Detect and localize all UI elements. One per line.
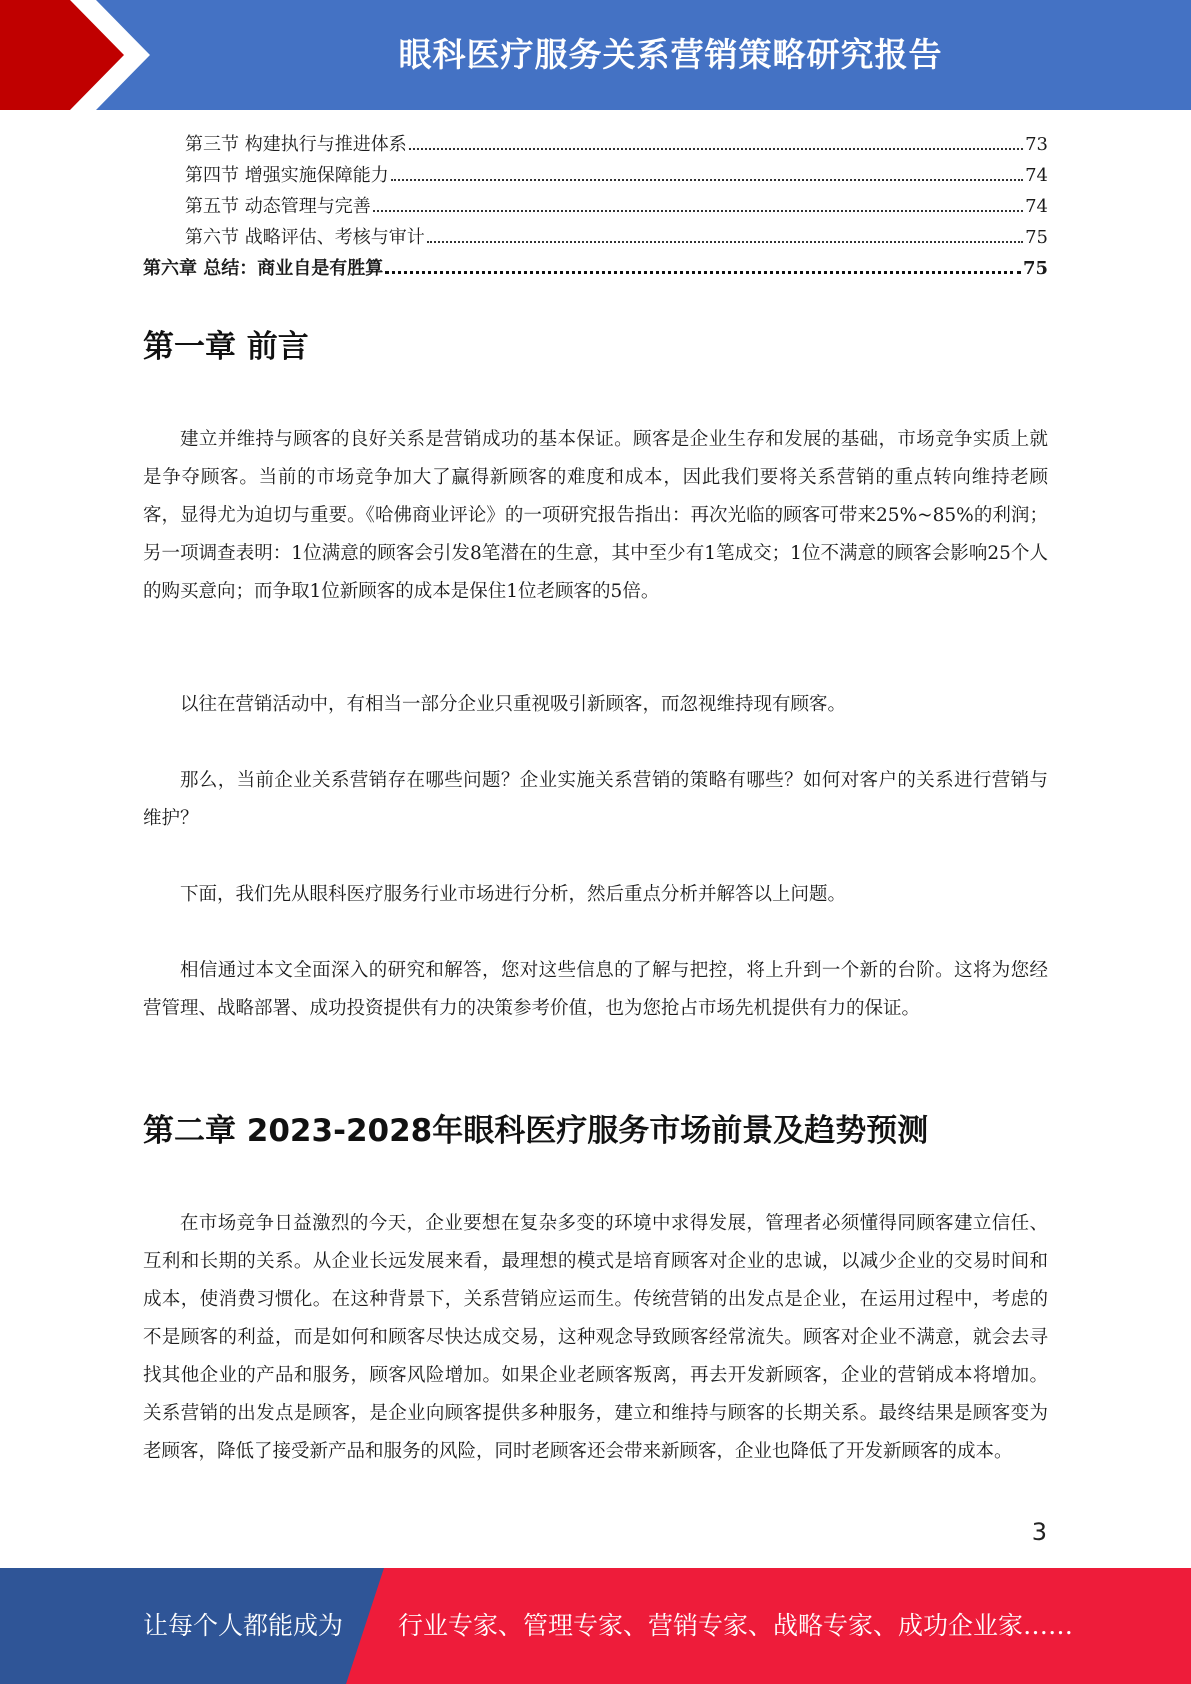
report-title: 眼科医疗服务关系营销策略研究报告 bbox=[398, 35, 943, 74]
paragraph: 建立并维持与顾客的良好关系是营销成功的基本保证。顾客是企业生存和发展的基础，市场竞争实质上就是争夺顾客。当前的市场竞争加大了赢得新顾客的难度和成本，因此我们要将关系营销的重点转向维持老顾客，显得尤为迫切与重要。《哈佛商业评论》的一项研究报告指出：再次光临的顾客可带来25%~85%的利润；另一项调查表明：1位满意的顾客会引发8笔潜在的生意，其中至少有1笔成交；1位不满意的顾客会影响25个人的购买意向；而争取1位新顾客的成本是保住1位老顾客的5倍。 bbox=[143, 429, 1048, 602]
toc-entry[interactable] bbox=[143, 130, 1048, 161]
chapter-1-body bbox=[143, 421, 1048, 611]
toc-entry-page: 75 bbox=[1025, 227, 1048, 248]
toc-entry-page: 74 bbox=[1025, 196, 1048, 217]
toc-leader-dots bbox=[373, 210, 1023, 212]
toc-entry-page: 75 bbox=[1022, 258, 1048, 279]
toc-entry[interactable] bbox=[143, 192, 1048, 223]
toc-entry-chapter[interactable] bbox=[143, 254, 1048, 285]
toc-entry-label: 第五节 动态管理与完善 bbox=[185, 196, 371, 217]
toc-leader-dots bbox=[427, 241, 1023, 243]
chapter-heading-2: 第二章 2023-2028年眼科医疗服务市场前景及趋势预测 bbox=[143, 1113, 929, 1149]
chapter-heading-1: 第一章 前言 bbox=[143, 329, 309, 365]
toc-entry[interactable] bbox=[143, 223, 1048, 254]
footer-slogan-left: 让每个人都能成为 bbox=[143, 1611, 344, 1640]
paragraph: 以往在营销活动中，有相当一部分企业只重视吸引新顾客，而忽视维持现有顾客。 bbox=[180, 694, 847, 715]
toc-entry-label: 第三节 构建执行与推进体系 bbox=[185, 134, 407, 155]
paragraph: 下面，我们先从眼科医疗服务行业市场进行分析，然后重点分析并解答以上问题。 bbox=[180, 884, 847, 905]
toc-entry[interactable] bbox=[143, 161, 1048, 192]
toc-entry-label: 第六节 战略评估、考核与审计 bbox=[185, 227, 425, 248]
toc-leader-dots bbox=[391, 179, 1023, 181]
chapter-2-body bbox=[143, 1205, 1048, 1471]
toc-leader-dots bbox=[409, 148, 1023, 150]
toc-entry-label: 第六章 总结：商业自是有胜算 bbox=[143, 258, 384, 279]
toc-entry-page: 74 bbox=[1025, 165, 1048, 186]
toc-entry-page: 73 bbox=[1025, 134, 1048, 155]
footer-slogan-right: 行业专家、管理专家、营销专家、战略专家、成功企业家…… bbox=[398, 1611, 1074, 1640]
chapter-1-body bbox=[143, 686, 1048, 724]
toc-entry-label: 第四节 增强实施保障能力 bbox=[185, 165, 389, 186]
paragraph: 那么，当前企业关系营销存在哪些问题？企业实施关系营销的策略有哪些？如何对客户的关系进行营销与维护？ bbox=[143, 770, 1048, 829]
toc-leader-dots bbox=[385, 271, 1021, 274]
paragraph: 相信通过本文全面深入的研究和解答，您对这些信息的了解与把控，将上升到一个新的台阶。这将为您经营管理、战略部署、成功投资提供有力的决策参考价值，也为您抢占市场先机提供有力的保证。 bbox=[143, 960, 1048, 1019]
paragraph: 在市场竞争日益激烈的今天，企业要想在复杂多变的环境中求得发展，管理者必须懂得同顾客建立信任、互利和长期的关系。从企业长远发展来看，最理想的模式是培育顾客对企业的忠诚，以减少企业的交易时间和成本，使消费习惯化。在这种背景下，关系营销应运而生。传统营销的出发点是企业，在运用过程中，考虑的不是顾客的利益，而是如何和顾客尽快达成交易，这种观念导致顾客经常流失。顾客对企业不满意，就会去寻找其他企业的产品和服务，顾客风险增加。如果企业老顾客叛离，再去开发新顾客，企业的营销成本将增加。关系营销的出发点是顾客，是企业向顾客提供多种服务，建立和维持与顾客的长期关系。最终结果是顾客变为老顾客，降低了接受新产品和服务的风险，同时老顾客还会带来新顾客，企业也降低了开发新顾客的成本。 bbox=[143, 1213, 1048, 1462]
table-of-contents bbox=[143, 130, 1048, 285]
page-header bbox=[0, 0, 1191, 110]
chapter-1-body bbox=[143, 876, 1048, 914]
page-footer bbox=[0, 1568, 1191, 1684]
chapter-1-body bbox=[143, 952, 1048, 1028]
page-number: 3 bbox=[1031, 1518, 1047, 1546]
chapter-1-body bbox=[143, 762, 1048, 838]
